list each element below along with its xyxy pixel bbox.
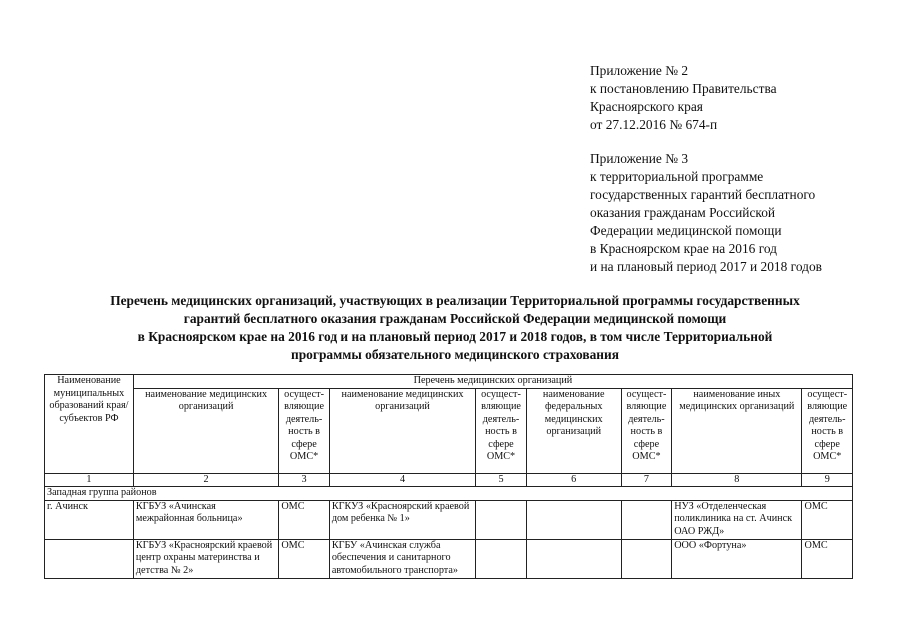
table-row: [45, 500, 853, 539]
cell-oms: ОМС: [279, 500, 330, 539]
table-row: [45, 539, 853, 578]
header-col-7: осущест-вляющие деятель-ность в сфере ОМС*: [621, 388, 672, 473]
organizations-table: [44, 374, 853, 579]
cell-oms: ОМС: [802, 500, 853, 539]
column-number: 2: [133, 473, 278, 487]
title-line: Перечень медицинских организаций, участвующих в реализации Территориальной программы государственных: [110, 293, 800, 308]
header-group: Перечень медицинских организаций: [133, 375, 852, 389]
header-col-9: осущест-вляющие деятель-ность в сфере ОМС*: [802, 388, 853, 473]
cell-municipality: [45, 539, 134, 578]
title-line: в Красноярском крае на 2016 год и на плановый период 2017 и 2018 годов, в том числе Территориальной: [137, 329, 773, 344]
group-label: Западная группа районов: [45, 487, 853, 501]
cell-federal-org: [526, 539, 621, 578]
header-municipality: Наименование муниципальных образований края/субъектов РФ: [45, 375, 134, 474]
header-col-5: осущест-вляющие деятель-ность в сфере ОМС*: [476, 388, 527, 473]
appendix-line: к территориальной программе: [590, 169, 764, 184]
appendix-line: Приложение № 2: [590, 63, 689, 78]
cell-org: КГБУ «Ачинская служба обеспечения и санитарного автомобильного транспорта»: [329, 539, 475, 578]
title-line: гарантий бесплатного оказания гражданам Российской Федерации медицинской помощи: [183, 311, 727, 326]
appendix-line: в Красноярском крае на 2016 год: [590, 241, 777, 256]
column-number: 1: [45, 473, 134, 487]
cell-oms: [621, 539, 672, 578]
header-col-6: наименование федеральных медицинских организаций: [526, 388, 621, 473]
appendix-line: оказания гражданам Российской: [590, 205, 776, 220]
column-number: 6: [526, 473, 621, 487]
group-row: [45, 487, 853, 501]
document-title: [40, 292, 870, 364]
header-col-4: наименование медицинских организаций: [329, 388, 475, 473]
column-number: 5: [476, 473, 527, 487]
appendix-line: Красноярского края: [590, 99, 703, 114]
column-number: 8: [672, 473, 802, 487]
column-number-row: [45, 473, 853, 487]
appendix-line: к постановлению Правительства: [590, 81, 777, 96]
cell-oms: ОМС: [802, 539, 853, 578]
appendix-line: от 27.12.2016 № 674-п: [590, 117, 718, 132]
cell-oms: [476, 500, 527, 539]
column-number: 4: [329, 473, 475, 487]
column-number: 7: [621, 473, 672, 487]
header-col-3: осущест-вляющие деятель-ность в сфере ОМС*: [279, 388, 330, 473]
appendix-line: Федерации медицинской помощи: [590, 223, 782, 238]
cell-municipality: г. Ачинск: [45, 500, 134, 539]
cell-other-org: НУЗ «Отделенческая поликлиника на ст. Ачинск ОАО РЖД»: [672, 500, 802, 539]
column-number: 9: [802, 473, 853, 487]
table-header-row: [45, 375, 853, 389]
cell-federal-org: [526, 500, 621, 539]
appendix-line: Приложение № 3: [590, 151, 689, 166]
appendix-line: государственных гарантий бесплатного: [590, 187, 816, 202]
column-number: 3: [279, 473, 330, 487]
cell-oms: ОМС: [279, 539, 330, 578]
appendix-3-block: [590, 150, 822, 276]
appendix-line: и на плановый период 2017 и 2018 годов: [590, 259, 822, 274]
cell-oms: [621, 500, 672, 539]
header-col-8: наименование иных медицинских организаций: [672, 388, 802, 473]
cell-org: КГБУЗ «Красноярский краевой центр охраны материнства и детства № 2»: [133, 539, 278, 578]
cell-oms: [476, 539, 527, 578]
cell-org: КГБУЗ «Ачинская межрайонная больница»: [133, 500, 278, 539]
cell-other-org: ООО «Фортуна»: [672, 539, 802, 578]
header-col-2: наименование медицинских организаций: [133, 388, 278, 473]
title-line: программы обязательного медицинского страхования: [291, 347, 619, 362]
table-subheader-row: [45, 388, 853, 473]
cell-org: КГКУЗ «Красноярский краевой дом ребенка № 1»: [329, 500, 475, 539]
appendix-2-block: [590, 62, 777, 134]
